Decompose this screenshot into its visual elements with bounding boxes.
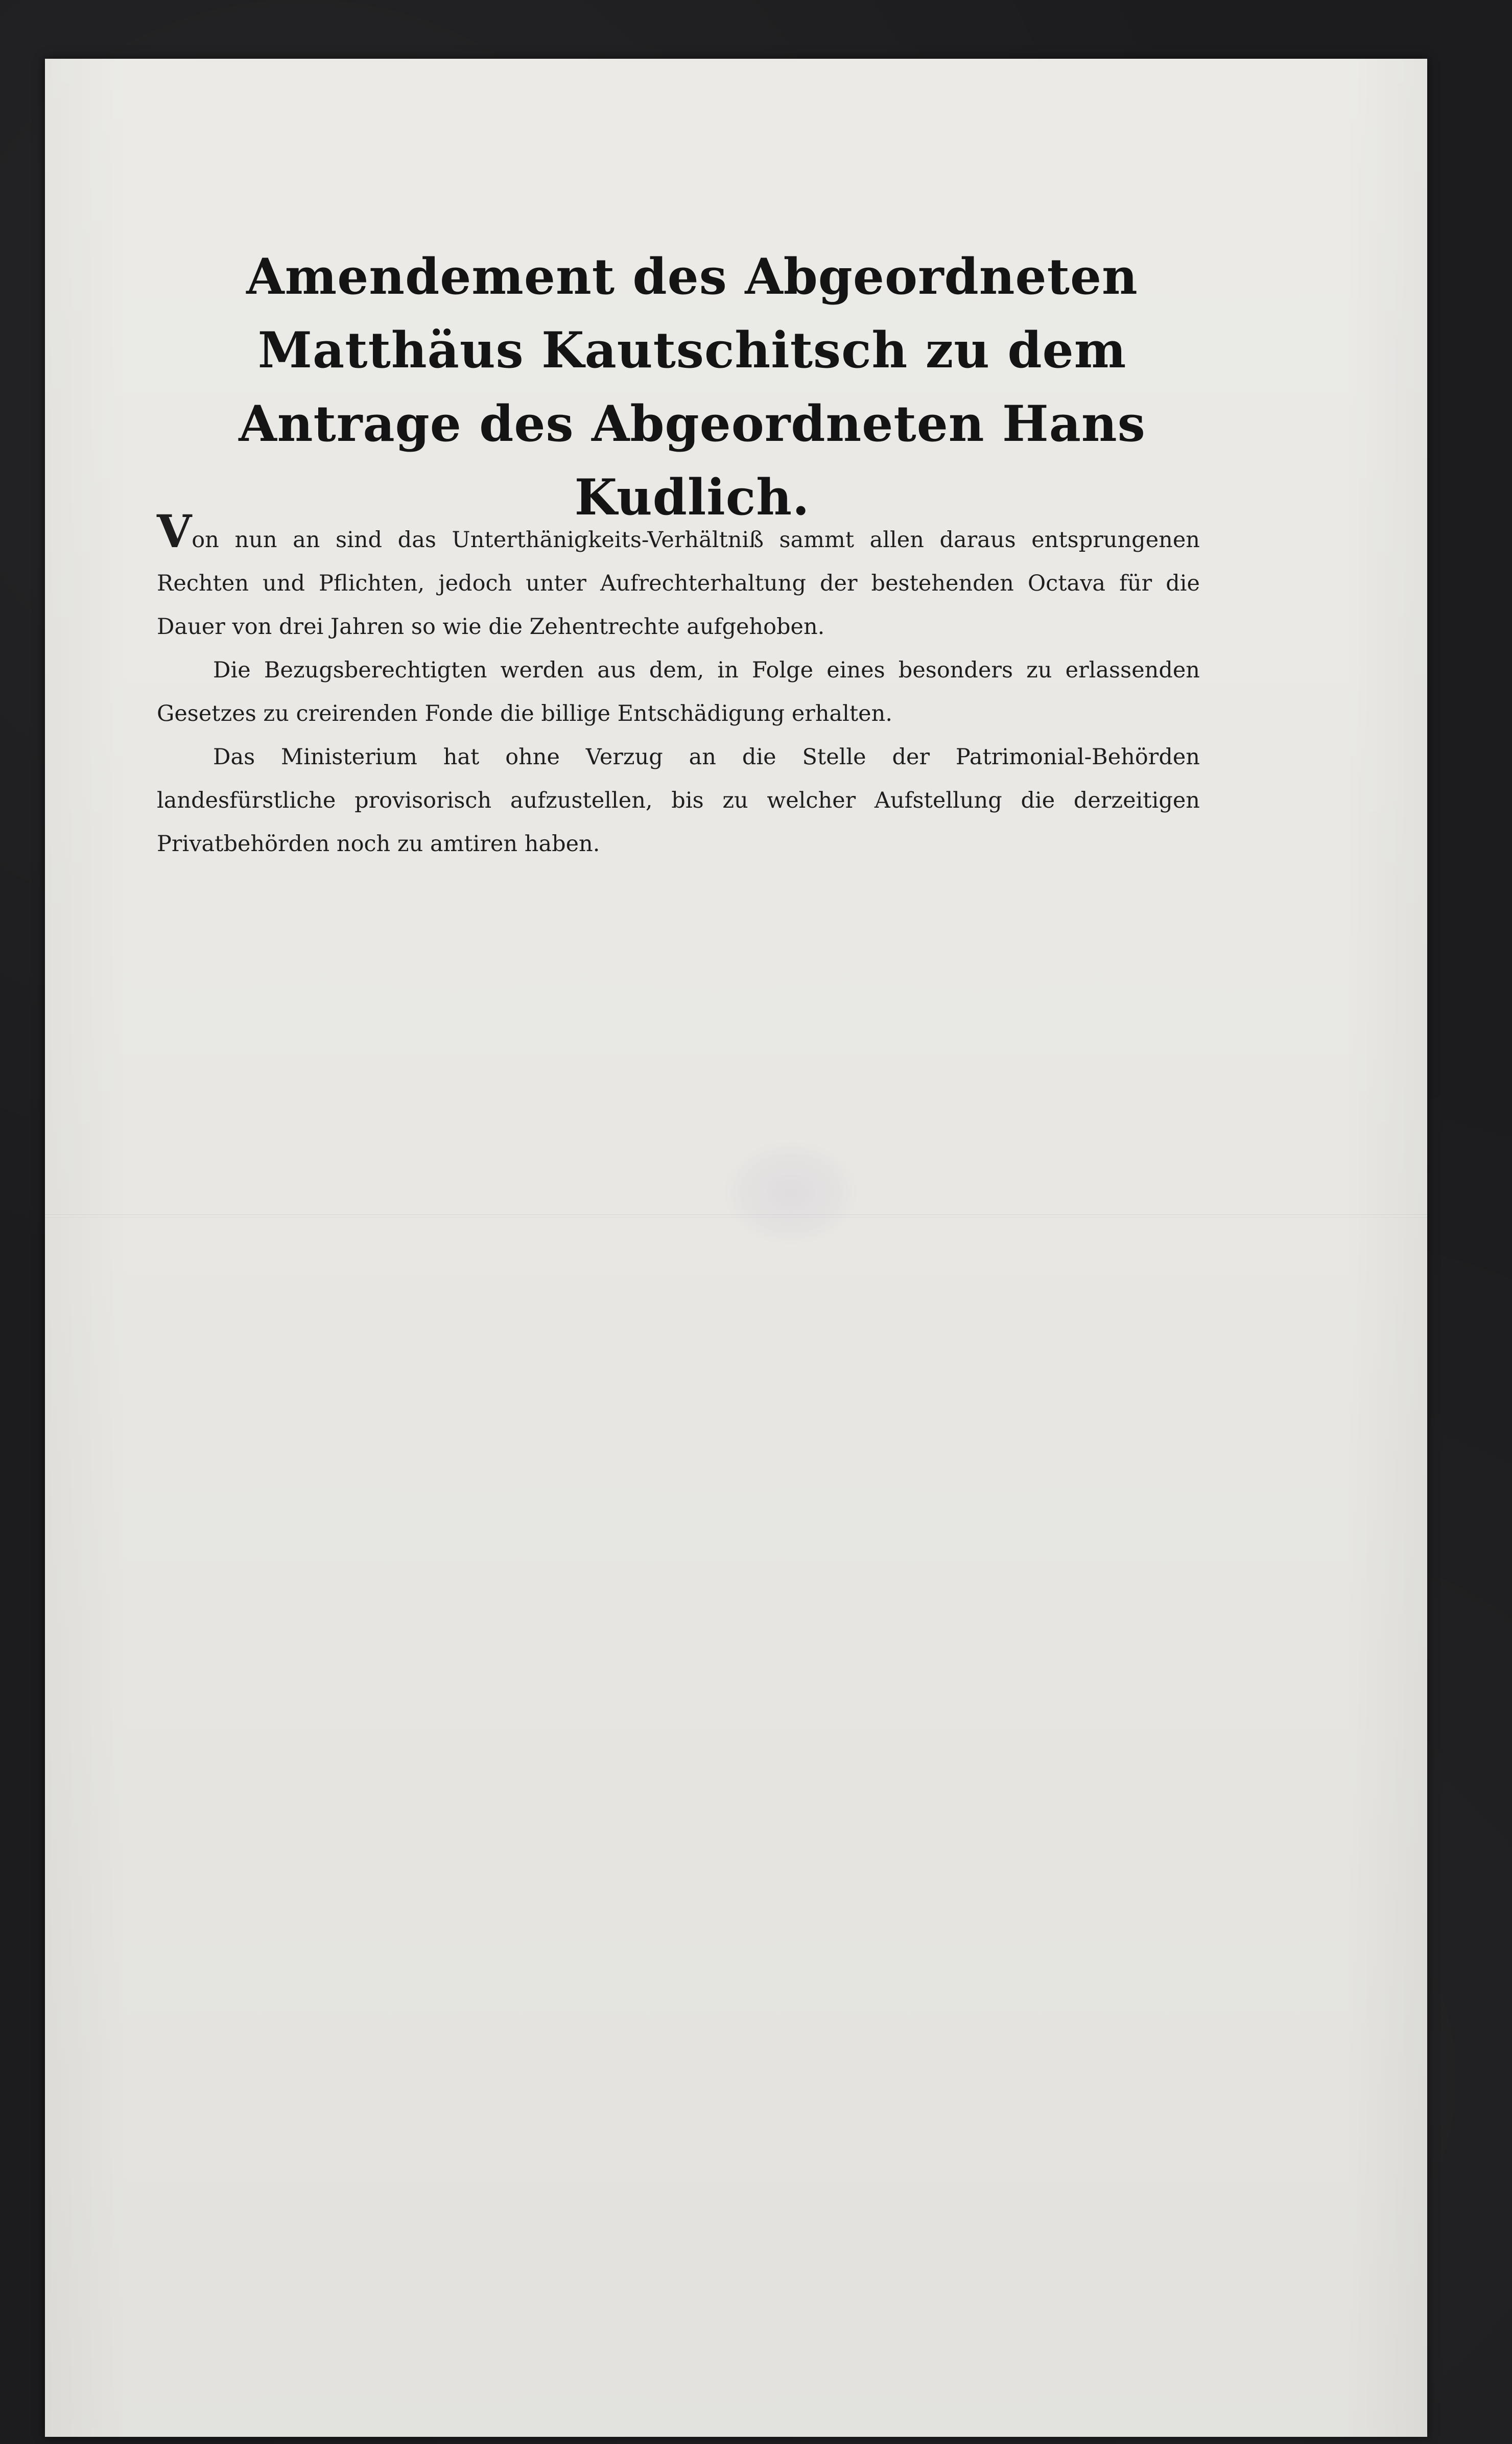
paragraph-3: Das Ministerium hat ohne Verzug an die Stelle der Patrimonial-Behörden landesfürstliche provisorisch aufzustellen, bis zu welcher Aufstellung die derzeitigen Privatbehörden noch zu amtiren haben. bbox=[157, 744, 1200, 857]
paragraph-1 bbox=[157, 505, 1200, 649]
paragraph-2: Die Bezugsberechtigten werden aus dem, in Folge eines besonders zu erlassenden Gesetzes zu creirenden Fonde die billige Entschädigung erhalten. bbox=[157, 657, 1200, 726]
faded-stamp bbox=[724, 1142, 857, 1244]
paragraph-1-text: on nun an sind das Unterthänigkeits-Verhältniß sammt allen daraus entsprungenen Rechten und Pflichten, jedoch unter Aufrechterhaltung der bestehenden Octava für die Dauer von drei Jahren so wie die Zehentrechte aufgehoben. bbox=[157, 527, 1200, 640]
initial-letter: V bbox=[157, 505, 192, 558]
document-title: Amendement des Abgeordneten Matthäus Kautschitsch zu dem Antrage des Abgeordneten Hans Kudlich. bbox=[239, 248, 1146, 526]
document-body bbox=[157, 505, 1200, 866]
